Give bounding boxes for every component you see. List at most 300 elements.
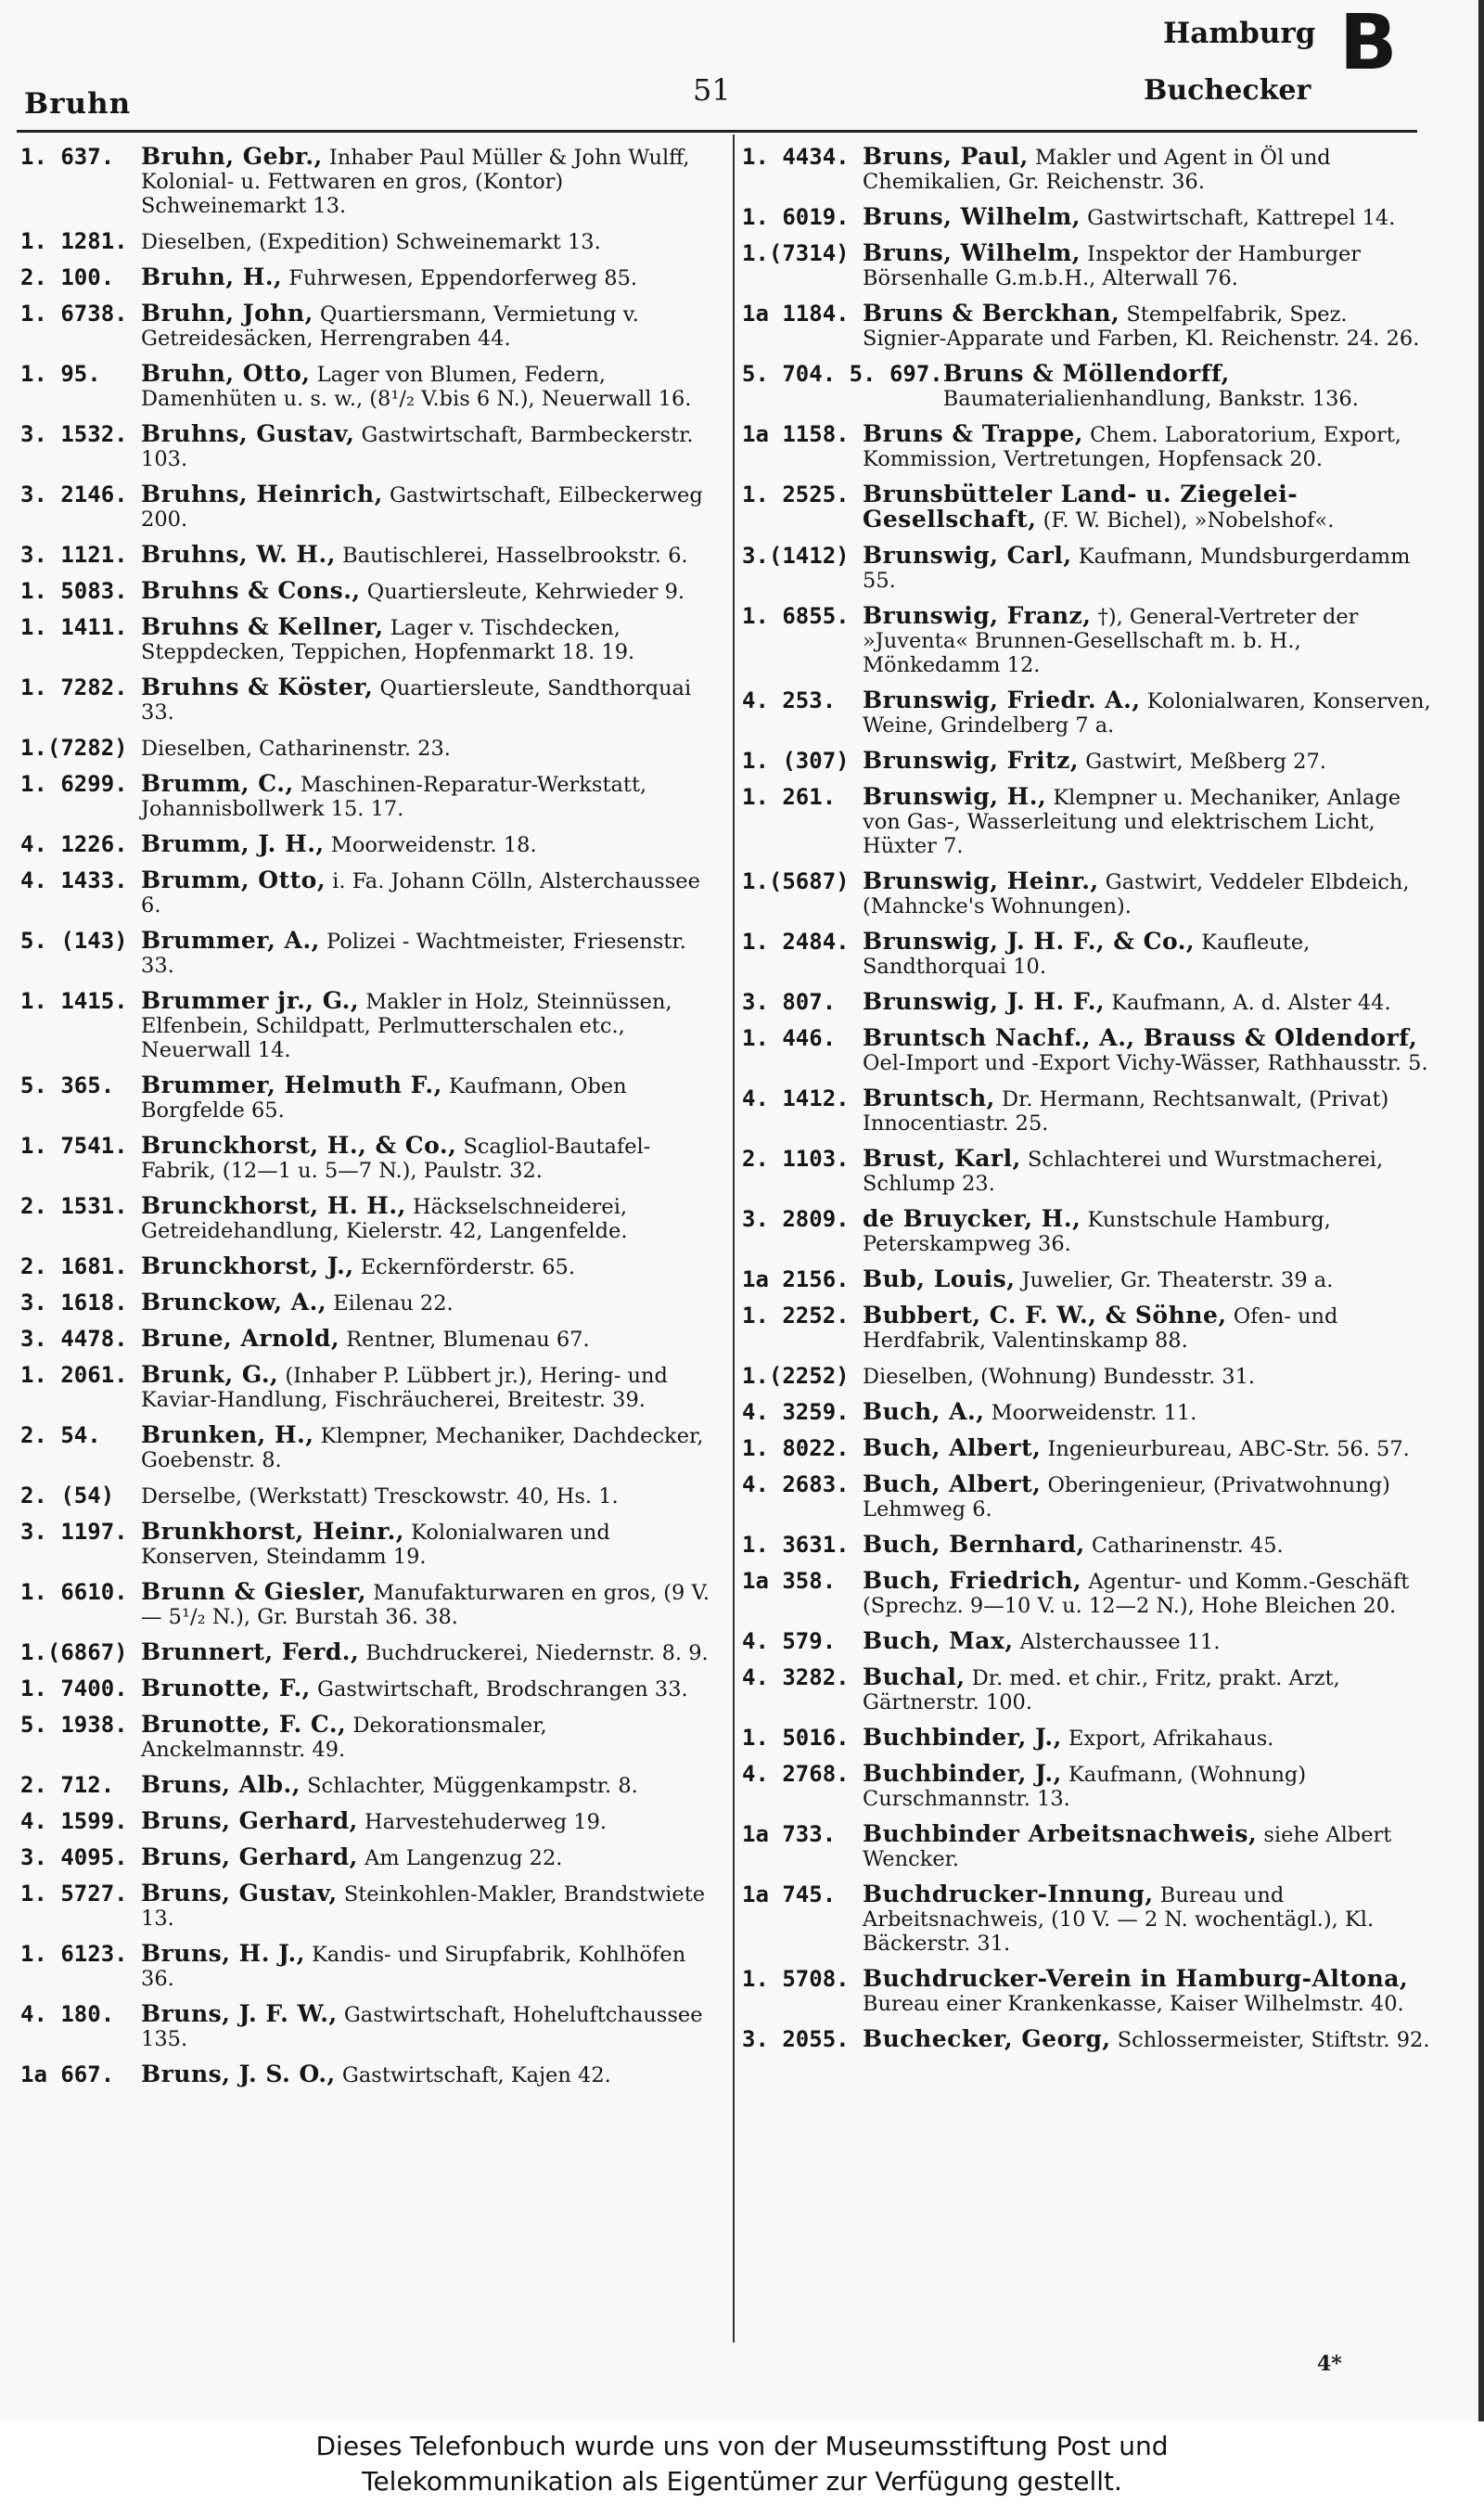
entry-number: 1. 637. — [20, 144, 115, 170]
entry-details: Klempner, Mechaniker, Dachdecker, Goebenstr. 8. — [141, 1424, 704, 1472]
directory-entry — [742, 1624, 1433, 1660]
entry-name: Buch, A., — [863, 1398, 985, 1425]
entry-number: 3. 1197. — [20, 1519, 128, 1545]
directory-entry — [742, 1467, 1433, 1527]
entry-text — [863, 749, 1433, 774]
entry-details: Kaufleute, Sandthorquai 10. — [863, 931, 1311, 979]
entry-name: Brummer, Helmuth F., — [141, 1072, 442, 1098]
entry-details: Baumaterialienhandlung, Bankstr. 136. — [942, 387, 1359, 411]
entry-name: Bruns, H. J., — [141, 1940, 305, 1967]
entry-text — [141, 1580, 711, 1629]
entry-details: Quartiersmann, Vermietung v. Getreidesäcken, Herrengraben 44. — [141, 302, 639, 351]
entry-details: Polizei - Wachtmeister, Friesenstr. 33. — [141, 930, 686, 978]
entry-name: Brunotte, F., — [141, 1675, 311, 1701]
entry-number: 3.(1412) — [742, 543, 850, 569]
entry-number: 1. 1281. — [20, 228, 128, 254]
entry-name: Brumm, Otto, — [141, 867, 326, 893]
entry-number: 3. 4478. — [20, 1326, 128, 1352]
directory-entry — [742, 1201, 1433, 1262]
entry-number: 1. 6738. — [20, 301, 128, 327]
directory-entry — [20, 1707, 711, 1767]
entry-number: 1. 5083. — [20, 578, 128, 604]
entry-details: i. Fa. Johann Cölln, Alsterchaussee 6. — [141, 869, 700, 918]
directory-entry — [742, 477, 1433, 538]
entry-name: Brunckow, A., — [141, 1289, 327, 1316]
directory-entry — [742, 984, 1433, 1021]
entry-details: Gastwirtschaft, Barmbeckerstr. 103. — [141, 423, 694, 471]
entry-number: 4. 1226. — [20, 831, 128, 857]
entry-name: Brummer, A., — [141, 927, 320, 954]
directory-entry — [20, 1635, 711, 1671]
entry-number: 1.(7314) — [742, 240, 850, 266]
entry-details: Schlachterei und Wurstmacherei, Schlump 23. — [863, 1148, 1384, 1196]
entry-number: 1a 745. — [742, 1881, 837, 1907]
entry-name: Brunswig, Friedr. A., — [863, 687, 1141, 713]
directory-entry — [20, 923, 711, 983]
entry-text — [863, 1400, 1433, 1425]
directory-entry — [742, 1817, 1433, 1877]
entry-number: 4. 2683. — [742, 1471, 850, 1497]
directory-entry — [742, 1431, 1433, 1467]
entry-number: 5. (143) — [20, 928, 128, 954]
entry-text — [141, 229, 711, 254]
entry-name: Brumm, C., — [141, 770, 294, 797]
entry-name: Brunotte, F. C., — [141, 1711, 347, 1738]
directory-entry — [742, 1081, 1433, 1141]
entry-text — [863, 1822, 1433, 1871]
entry-details: Rentner, Blumenau 67. — [346, 1328, 590, 1352]
entry-name: Brunswig, H., — [863, 783, 1047, 810]
entry-details: Kaufmann, Oben Borgfelde 65. — [141, 1074, 627, 1123]
entry-name: Buchecker, Georg, — [863, 2025, 1111, 2052]
footer-line-1: Dieses Telefonbuch wurde uns von der Museumsstiftung Post und — [315, 2431, 1169, 2461]
directory-entry — [20, 610, 711, 670]
entry-details: Harvestehuderweg 19. — [364, 1810, 608, 1834]
entry-text — [863, 1533, 1433, 1558]
entry-name: Brunswig, J. H. F., & Co., — [863, 928, 1196, 955]
entry-text — [141, 1773, 711, 1798]
entry-details: Scagliol-Bautafel-Fabrik, (12—1 u. 5—7 N.), Paulstr. 32. — [141, 1135, 651, 1183]
entry-text — [141, 1713, 711, 1762]
entry-details: Lager von Blumen, Federn, Damenhüten u. s. w., (8¹/₂ V.bis 6 N.), Neuerwall 16. — [141, 363, 692, 411]
entry-details: Bureau einer Krankenkasse, Kaiser Wilhelmstr. 40. — [863, 1992, 1404, 2016]
entry-name: Bruns, Gerhard, — [141, 1807, 358, 1834]
entry-number: 1. 6855. — [742, 603, 850, 629]
entry-name: Bruhns, Gustav, — [141, 420, 355, 447]
directory-entry — [20, 1997, 711, 2057]
entry-number: 3. 2055. — [742, 2026, 850, 2052]
entry-details: Häckselschneiderei, Getreidehandlung, Kielerstr. 42, Langenfelde. — [141, 1195, 628, 1243]
directory-entry — [742, 2022, 1433, 2058]
entry-name: Brunswig, Carl, — [863, 542, 1072, 569]
entry-number: 4. 3259. — [742, 1399, 850, 1425]
entry-details: Agentur- und Komm.-Geschäft (Sprechz. 9—10 V. u. 12—2 N.), Hohe Bleichen 20. — [863, 1570, 1410, 1618]
entry-number: 1.(6867) — [20, 1639, 128, 1665]
header-rule — [17, 130, 1417, 133]
entry-text — [863, 2027, 1433, 2052]
entry-number: 2. 1103. — [742, 1146, 850, 1172]
entry-number: 1. 2484. — [742, 929, 850, 955]
directory-entry — [742, 1527, 1433, 1563]
entry-name: Bruns, Wilhelm, — [863, 203, 1081, 230]
entry-text — [141, 929, 711, 978]
entry-number: 1a 1158. — [742, 421, 850, 447]
directory-entry — [20, 260, 711, 296]
entry-number: 4. 579. — [742, 1628, 837, 1654]
entry-details: Dekorationsmaler, Anckelmannstr. 49. — [141, 1714, 547, 1762]
page-number: 51 — [693, 72, 731, 108]
entry-name: Buchbinder, J., — [863, 1724, 1062, 1751]
directory-entry — [742, 598, 1433, 683]
entry-name: Buch, Max, — [863, 1627, 1014, 1654]
entry-text — [863, 1147, 1433, 1196]
directory-entry — [742, 236, 1433, 296]
entry-text — [141, 1881, 711, 1931]
directory-entry — [20, 573, 711, 610]
directory-entry — [742, 1394, 1433, 1431]
entry-details: Stempelfabrik, Spez. Signier-Apparate und Farben, Kl. Reichenstr. 24. 26. — [863, 302, 1420, 351]
entry-number: 3. 1121. — [20, 542, 128, 568]
entry-number: 4. 2768. — [742, 1761, 850, 1787]
entry-details: Kandis- und Sirupfabrik, Kohlhöfen 36. — [141, 1943, 686, 1991]
entry-number: 1a 1184. — [742, 301, 850, 327]
directory-entry — [20, 356, 711, 417]
entry-number: 4. 180. — [20, 2001, 115, 2027]
entry-details: Dieselben, (Wohnung) Bundesstr. 31. — [863, 1365, 1256, 1389]
entry-number: 1. (307) — [742, 748, 850, 774]
entry-number: 5. 1938. — [20, 1712, 128, 1738]
entry-number: 1. 2525. — [742, 482, 850, 507]
entry-number: 1. 7541. — [20, 1133, 128, 1159]
entry-name: Bruns & Berckhan, — [863, 300, 1120, 327]
entry-name: Buch, Albert, — [863, 1470, 1042, 1497]
directory-entry — [20, 670, 711, 730]
entry-text — [141, 989, 711, 1062]
column-divider — [733, 135, 735, 2343]
entry-text — [863, 145, 1433, 194]
entry-name: Brummer jr., G., — [141, 987, 360, 1014]
entry-number: 2. 712. — [20, 1772, 115, 1798]
entry-details: Ingenieurbureau, ABC-Str. 56. 57. — [1047, 1437, 1410, 1461]
directory-entry — [742, 1021, 1433, 1081]
entry-number: 2. 100. — [20, 264, 115, 290]
entry-text — [863, 1882, 1433, 1956]
entry-name: Brunckhorst, H., & Co., — [141, 1132, 457, 1159]
entry-text — [141, 736, 711, 761]
entry-number: 2. 1681. — [20, 1253, 128, 1279]
directory-entry — [20, 1876, 711, 1936]
directory-entry — [742, 1298, 1433, 1358]
entry-name: Bruhn, H., — [141, 263, 283, 290]
entry-number: 3. 1532. — [20, 421, 128, 447]
entry-details: Am Langenzug 22. — [364, 1846, 563, 1870]
entry-text — [141, 1254, 711, 1279]
entry-number: 1. 261. — [742, 784, 837, 810]
entry-name: Buchdrucker-Innung, — [863, 1881, 1154, 1907]
entry-text — [863, 604, 1433, 677]
entry-details: Fuhrwesen, Eppendorferweg 85. — [288, 266, 638, 290]
entry-number: 1. 7282. — [20, 674, 128, 700]
entry-name: Brunckhorst, J., — [141, 1252, 354, 1279]
entry-details: Kolonialwaren und Konserven, Steindamm 19. — [141, 1521, 610, 1569]
entry-name: Brunswig, J. H. F., — [863, 988, 1106, 1015]
entry-number: 1. 2252. — [742, 1303, 850, 1329]
directory-entry — [20, 1767, 711, 1804]
entry-text — [141, 2002, 711, 2051]
entry-name: Bubbert, C. F. W., & Söhne, — [863, 1302, 1227, 1329]
entry-text — [141, 1194, 711, 1243]
entry-name: Buchbinder Arbeitsnachweis, — [863, 1820, 1258, 1847]
entry-text — [863, 482, 1433, 533]
entry-name: Brunsbütteler Land- u. Ziegelei-Gesellschaft, — [863, 481, 1298, 533]
entry-text — [863, 869, 1433, 918]
entry-text — [863, 930, 1433, 979]
entry-name: de Bruycker, H., — [863, 1205, 1081, 1232]
directory-entry — [20, 537, 711, 573]
entry-details: Kolonialwaren, Konserven, Weine, Grindelberg 7 a. — [863, 689, 1431, 738]
entry-text — [141, 1073, 711, 1123]
directory-entry — [742, 864, 1433, 924]
entry-details: Export, Afrikahaus. — [1068, 1727, 1274, 1751]
entry-details: Gastwirt, Veddeler Elbdeich, (Mahncke's Wohnungen). — [863, 870, 1410, 918]
entry-text — [863, 422, 1433, 471]
entry-details: Quartiersleute, Sandthorquai 33. — [141, 676, 692, 725]
entry-text — [141, 579, 711, 604]
page-edge — [1478, 0, 1484, 2421]
directory-entry — [20, 1188, 711, 1249]
entry-text — [863, 1086, 1433, 1136]
entry-name: Brunswig, Franz, — [863, 602, 1092, 629]
entry-number: 1. 6299. — [20, 771, 128, 797]
entry-details: Dr. Hermann, Rechtsanwalt, (Privat) Innocentiastr. 25. — [863, 1087, 1389, 1136]
entry-number: 1a 358. — [742, 1568, 837, 1594]
entry-text — [863, 1665, 1433, 1714]
entry-number: 1.(2252) — [742, 1363, 850, 1389]
entry-text — [863, 302, 1433, 351]
entry-details: Quartiersleute, Kehrwieder 9. — [366, 580, 685, 604]
entry-number: 1. 1415. — [20, 988, 128, 1014]
entry-details: Moorweidenstr. 18. — [330, 833, 537, 857]
entry-number: 1. 8022. — [742, 1435, 850, 1461]
entry-details: Makler und Agent in Öl und Chemikalien, Gr. Reichenstr. 36. — [863, 146, 1331, 194]
directory-entry — [742, 683, 1433, 743]
entry-text — [863, 1762, 1433, 1811]
directory-entry — [742, 1720, 1433, 1756]
directory-entry — [20, 1478, 711, 1514]
entry-text — [141, 868, 711, 918]
entry-text — [863, 241, 1433, 290]
directory-entry — [20, 1840, 711, 1876]
entry-name: Bruntsch Nachf., A., Brauss & Oldendorf, — [863, 1024, 1418, 1051]
entry-text — [141, 1845, 711, 1870]
entry-text — [141, 1520, 711, 1569]
directory-entry — [742, 1756, 1433, 1817]
entry-number: 4. 3282. — [742, 1664, 850, 1690]
entry-name: Brunkhorst, Heinr., — [141, 1518, 405, 1545]
entry-details: (Inhaber P. Lübbert jr.), Hering- und Kaviar-Handlung, Fischräucherei, Breitestr. 39. — [141, 1364, 668, 1412]
entry-name: Bruhns & Köster, — [141, 674, 374, 700]
entry-text — [141, 1809, 711, 1834]
directory-entry — [20, 296, 711, 356]
entry-details: Inspektor der Hamburger Börsenhalle G.m.b.H., Alterwall 76. — [863, 242, 1362, 290]
entry-text — [863, 205, 1433, 230]
entry-number: 1. 5727. — [20, 1881, 128, 1907]
entry-number: 2. 54. — [20, 1422, 101, 1448]
entry-number: 1. 5708. — [742, 1966, 850, 1992]
entry-text — [863, 990, 1433, 1015]
entry-text — [863, 544, 1433, 593]
directory-entry — [742, 1877, 1433, 1961]
entry-number: 4. 1599. — [20, 1808, 128, 1834]
entry-name: Bruhn, Otto, — [141, 360, 311, 387]
directory-entry — [20, 1514, 711, 1574]
entry-details: Oel-Import und -Export Vichy-Wässer, Rathhausstr. 5. — [863, 1051, 1428, 1075]
entry-text — [141, 543, 711, 568]
entry-number: 1. 4434. — [742, 144, 850, 170]
entry-name: Brunken, H., — [141, 1421, 314, 1448]
entry-text — [863, 1569, 1433, 1618]
entry-name: Bruhn, John, — [141, 300, 313, 327]
entry-details: Chem. Laboratorium, Export, Kommission, Vertretungen, Hopfensack 20. — [863, 423, 1401, 471]
entry-text — [141, 1363, 711, 1412]
entry-details: Catharinenstr. 45. — [1091, 1534, 1284, 1558]
entry-number: 3. 1618. — [20, 1290, 128, 1316]
entry-details: Lager v. Tischdecken, Steppdecken, Teppichen, Hopfenmarkt 18. 19. — [141, 616, 635, 664]
entry-text — [141, 1291, 711, 1316]
entry-text — [863, 1267, 1433, 1292]
entry-text — [141, 1483, 711, 1509]
entry-details: Ofen- und Herdfabrik, Valentinskamp 88. — [863, 1304, 1338, 1353]
entry-number: 1. 95. — [20, 361, 101, 387]
entry-details: Oberingenieur, (Privatwohnung) Lehmweg 6. — [863, 1473, 1390, 1522]
entry-text — [863, 1629, 1433, 1654]
entry-details: Kaufmann, (Wohnung) Curschmannstr. 13. — [863, 1763, 1307, 1811]
footer-line-2: Telekommunikation als Eigentümer zur Verfügung gestellt. — [362, 2466, 1122, 2497]
entry-details: (F. W. Bichel), »Nobelshof«. — [1043, 508, 1335, 533]
directory-entry — [20, 766, 711, 827]
entry-details: Gastwirtschaft, Brodschrangen 33. — [317, 1677, 688, 1701]
entry-text — [863, 1967, 1433, 2016]
directory-entry — [742, 779, 1433, 864]
directory-entry — [20, 1936, 711, 1997]
signature-mark: 4* — [1317, 2352, 1342, 2376]
entry-number: 1. 2061. — [20, 1362, 128, 1388]
entry-text — [141, 675, 711, 725]
entry-details: Schlachter, Müggenkampstr. 8. — [307, 1774, 638, 1798]
entry-name: Buchal, — [863, 1663, 966, 1690]
directory-entry — [742, 139, 1433, 199]
entry-details: Gastwirt, Meßberg 27. — [1085, 750, 1326, 774]
directory-entry — [20, 417, 711, 477]
entry-text — [141, 832, 711, 857]
entry-name: Brunswig, Heinr., — [863, 867, 1099, 894]
entry-name: Bub, Louis, — [863, 1265, 1016, 1292]
entry-details: Steinkohlen-Makler, Brandstwiete 13. — [141, 1882, 706, 1931]
entry-name: Buch, Bernhard, — [863, 1531, 1085, 1558]
directory-entry — [742, 743, 1433, 779]
entry-text — [141, 1640, 711, 1665]
entry-details: Maschinen-Reparatur-Werkstatt, Johannisbollwerk 15. 17. — [141, 773, 647, 821]
directory-entry — [20, 1574, 711, 1635]
directory-entry — [20, 1249, 711, 1285]
entry-details: Juwelier, Gr. Theaterstr. 39 a. — [1021, 1268, 1334, 1292]
entry-text — [863, 1364, 1433, 1389]
entry-details: Klempner u. Mechaniker, Anlage von Gas-, Wasserleitung und elektrischem Licht, Hüxter 7. — [863, 786, 1401, 858]
entry-name: Brune, Arnold, — [141, 1325, 340, 1352]
directory-entry — [742, 296, 1433, 356]
entry-text — [141, 265, 711, 290]
directory-entry — [20, 139, 711, 224]
entry-number: 1. 6610. — [20, 1579, 128, 1605]
entry-number: 3. 2146. — [20, 482, 128, 507]
directory-entry — [20, 1068, 711, 1128]
entry-name: Buch, Friedrich, — [863, 1567, 1082, 1594]
directory-entry — [20, 477, 711, 537]
entry-text — [863, 1436, 1433, 1461]
entry-name: Bruns, Gustav, — [141, 1880, 338, 1907]
entry-details: Dr. med. et chir., Fritz, prakt. Arzt, Gärtnerstr. 100. — [863, 1666, 1340, 1714]
entry-name: Bruntsch, — [863, 1085, 995, 1111]
entry-name: Buchbinder, J., — [863, 1760, 1062, 1787]
entry-text — [943, 362, 1433, 411]
directory-entry — [742, 199, 1433, 236]
directory-entry — [742, 538, 1433, 598]
entry-text — [141, 772, 711, 821]
directory-entry — [742, 924, 1433, 984]
directory-entry — [20, 863, 711, 923]
directory-entry — [742, 1141, 1433, 1201]
entry-details: Buchdruckerei, Niedernstr. 8. 9. — [365, 1641, 709, 1665]
entry-details: Schlossermeister, Stiftstr. 92. — [1117, 2028, 1430, 2052]
directory-entry — [20, 1418, 711, 1478]
header-letter: B — [1339, 0, 1398, 87]
entry-number: 4. 253. — [742, 687, 837, 713]
entry-number: 1. 3631. — [742, 1532, 850, 1558]
entry-name: Brunk, G., — [141, 1361, 279, 1388]
entry-details: Kaufmann, Mundsburgerdamm 55. — [863, 545, 1411, 593]
entry-details: Gastwirtschaft, Eilbeckerweg 200. — [141, 483, 703, 532]
entry-text — [863, 1207, 1433, 1256]
entry-details: Manufakturwaren en gros, (9 V. — 5¹/₂ N.), Gr. Burstah 36. 38. — [141, 1581, 710, 1629]
entry-number: 1. 446. — [742, 1025, 837, 1051]
right-column — [742, 139, 1433, 2058]
entry-details: siehe Albert Wencker. — [863, 1823, 1392, 1871]
directory-entry — [20, 730, 711, 766]
entry-details: Eckernförderstr. 65. — [360, 1255, 575, 1279]
entry-name: Bruns & Möllendorff, — [942, 360, 1230, 387]
footer-note — [0, 2429, 1484, 2499]
entry-name: Bruns, Paul, — [863, 143, 1029, 170]
directory-entry — [20, 1321, 711, 1357]
directory-entry — [742, 1262, 1433, 1298]
directory-entry — [20, 2057, 711, 2093]
entry-name: Brunckhorst, H. H., — [141, 1192, 406, 1219]
entry-details: Bureau und Arbeitsnachweis, (10 V. — 2 N. wochentägl.), Kl. Bäckerstr. 31. — [863, 1883, 1375, 1956]
entry-details: Gastwirtschaft, Kattrepel 14. — [1087, 206, 1396, 230]
directory-entry — [20, 1671, 711, 1707]
entry-number: 1. 1411. — [20, 614, 128, 640]
entry-name: Bruhns, W. H., — [141, 541, 336, 568]
directory-entry — [742, 417, 1433, 477]
entry-details: Kunstschule Hamburg, Peterskampweg 36. — [863, 1208, 1331, 1256]
entry-name: Bruns, Alb., — [141, 1771, 301, 1798]
entry-number: 1. 5016. — [742, 1725, 850, 1751]
entry-text — [141, 1327, 711, 1352]
entry-name: Bruns, J. F. W., — [141, 2000, 338, 2027]
entry-text — [863, 1303, 1433, 1353]
entry-name: Bruns & Trappe, — [863, 420, 1083, 447]
entry-name: Bruhns, Heinrich, — [141, 481, 383, 507]
